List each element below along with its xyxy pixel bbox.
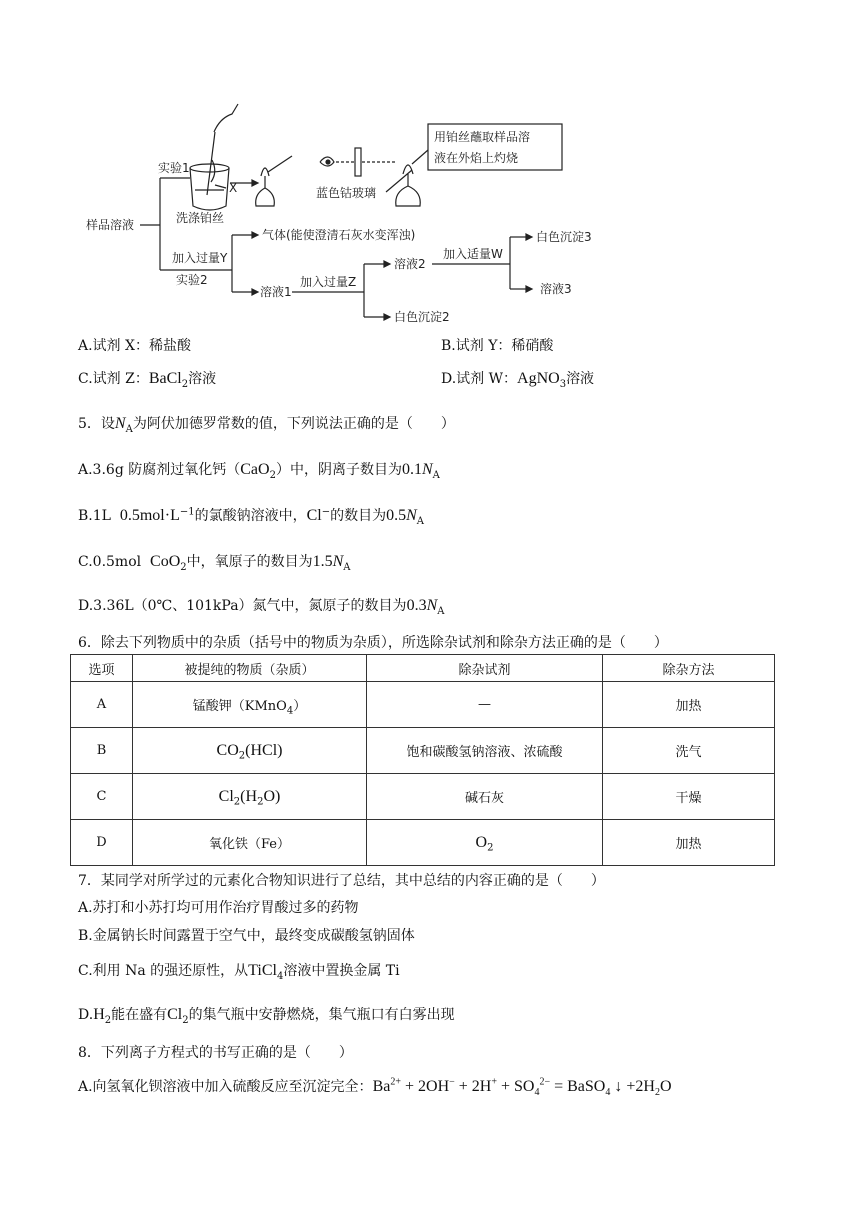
q5-option-c: C.0.5mol CoO$_2$中，氧原子的数目为$1.5N_A$ [78,553,351,573]
row-b-option: B [71,728,133,774]
row-c-method: 干燥 [603,774,775,820]
row-a-method: 加热 [603,682,775,728]
add-z-label: 加入过量Z [300,275,357,289]
q5-stem: 5．设$N_A$为阿伏加德罗常数的值，下列说法正确的是（ ） [78,415,455,435]
table-row [71,728,775,774]
q5-option-a: A.3.6g 防腐剂过氧化钙（CaO$_2$）中，阴离子数目为$0.1N_A$ [78,461,440,481]
header-substance: 被提纯的物质（杂质） [133,655,367,682]
add-w-label: 加入适量W [443,247,503,261]
experiment-flow-diagram [0,0,860,330]
row-b-method: 洗气 [603,728,775,774]
solution1-label: 溶液1 [260,285,292,299]
q7-option-d: $D.H_2$能在盛有$Cl_2$的集气瓶中安静燃烧，集气瓶口有白雾出现 [78,1006,455,1026]
add-y-label: 加入过量Y [172,251,228,265]
q4-option-b: B.试剂 Y：稀硝酸 [441,338,554,354]
row-a-option: A [71,682,133,728]
q7-option-b: B.金属钠长时间露置于空气中，最终变成碳酸氢钠固体 [78,928,415,944]
row-a-substance: 锰酸钾（KMnO$_4$） [133,682,367,728]
exp1-label: 实验1 [158,161,190,175]
gas-label: 气体(能使澄清石灰水变浑浊) [262,228,416,242]
row-c-option: C [71,774,133,820]
solution2-label: 溶液2 [394,257,426,271]
precipitate3-label: 白色沉淀3 [536,230,592,244]
row-a-reagent: — [367,682,603,728]
q6-table [70,654,775,866]
row-b-substance: $CO_2(HCl)$ [133,728,367,774]
header-reagent: 除杂试剂 [367,655,603,682]
table-row [71,774,775,820]
wash-wire-label: 洗涤铂丝 [176,211,225,225]
table-header-row [71,655,775,682]
q6-stem: 6．除去下列物质中的杂质（括号中的物质为杂质），所选除杂试剂和除杂方法正确的是（ ） [78,635,668,651]
cobalt-glass-label: 蓝色钴玻璃 [316,186,377,200]
exp2-label: 实验2 [176,273,208,287]
solution3-label: 溶液3 [540,282,572,296]
row-c-reagent: 碱石灰 [367,774,603,820]
q7-stem: 7．某同学对所学过的元素化合物知识进行了总结，其中总结的内容正确的是（ ） [78,873,605,889]
table-row [71,682,775,728]
callout-line-1: 用铂丝蘸取样品溶 [434,130,531,144]
row-d-reagent: $O_2$ [367,820,603,866]
row-b-reagent: 饱和碳酸氢钠溶液、浓硫酸 [367,728,603,774]
q4-option-a: A.试剂 X：稀盐酸 [78,338,191,354]
sample-solution-label: 样品溶液 [86,218,135,232]
q8-option-a: A.向氢氧化钡溶液中加入硫酸反应至沉淀完全：$Ba^{2+} + 2OH^- + 2H^+ + SO_4^{2-}$ = BaSO$_4$ ↓ $+2H_2O$ [78,1076,672,1099]
q5-option-d: D.3.36L（0℃、101kPa）氮气中，氮原子的数目为$0.3N_A$ [78,597,445,617]
callout-line-2: 液在外焰上灼烧 [434,151,519,165]
reagent-x-label: X [229,181,238,195]
header-option: 选项 [71,655,133,682]
row-d-substance: 氧化铁（Fe） [133,820,367,866]
row-d-method: 加热 [603,820,775,866]
precipitate2-label: 白色沉淀2 [394,310,450,324]
q5-option-b: B.1L $0.5mol\cdot L^{-1}$的氯酸钠溶液中，Cl−的数目为$0.5N_A$ [78,506,425,527]
q4-option-c: C.试剂 Z：BaCl$_2$溶液 [78,370,217,390]
q4-option-d: D.试剂 W：AgNO$_3$溶液 [441,370,595,390]
row-c-substance: $Cl_2(H_2O)$ [133,774,367,820]
q8-stem: 8．下列离子方程式的书写正确的是（ ） [78,1045,353,1061]
q7-option-a: A.苏打和小苏打均可用作治疗胃酸过多的药物 [78,900,359,916]
table-row [71,820,775,866]
row-d-option: D [71,820,133,866]
q7-option-c: C.利用 Na 的强还原性，从TiCl$_4$溶液中置换金属 Ti [78,962,400,982]
header-method: 除杂方法 [603,655,775,682]
